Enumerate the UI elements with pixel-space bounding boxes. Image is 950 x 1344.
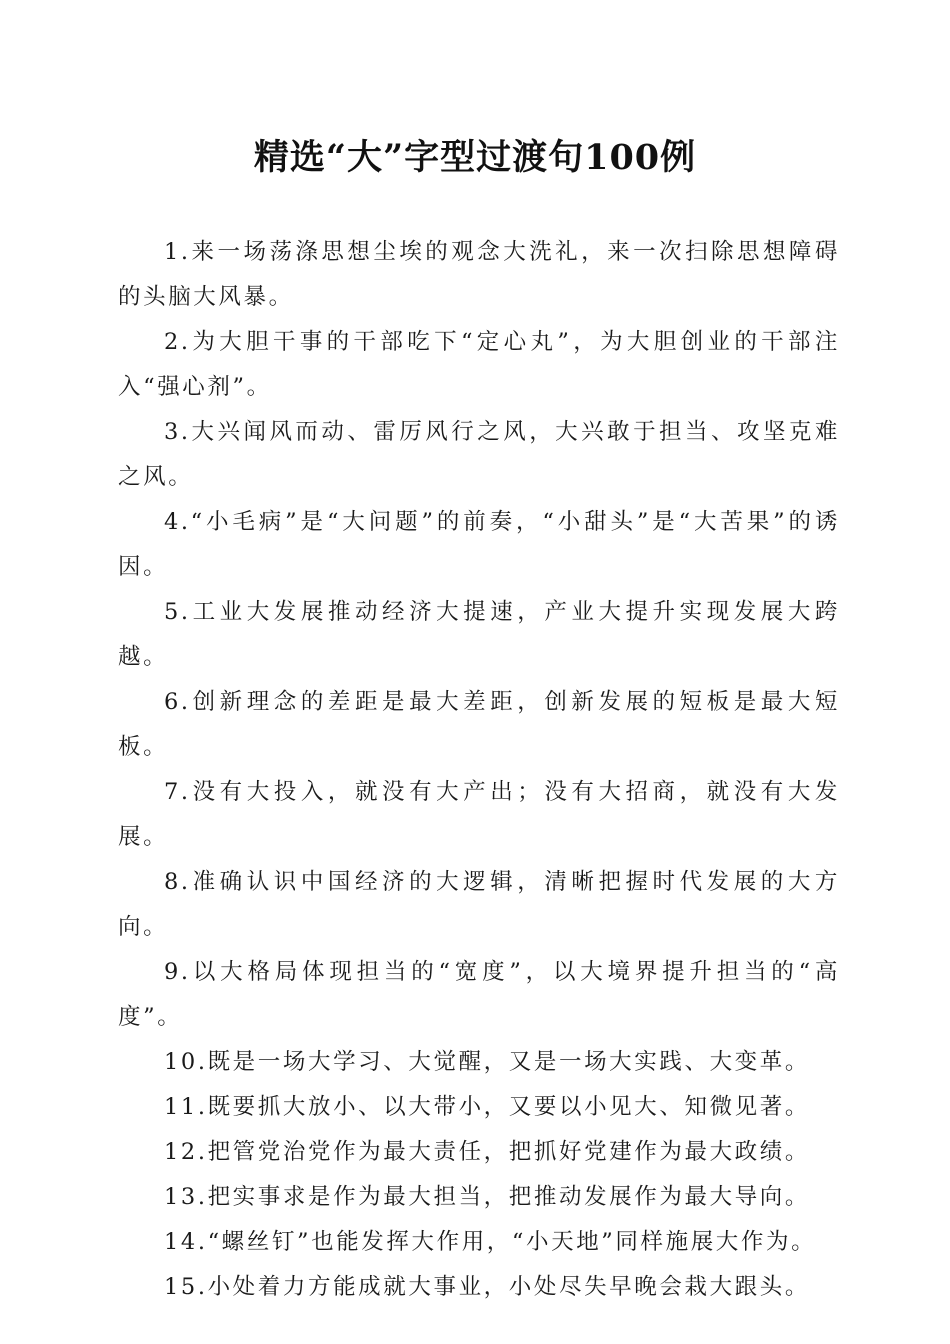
document-title: 精选“大”字型过渡句100例 [253,137,697,178]
list-item: 15.小处着力方能成就大事业，小处尽失早晚会栽大跟头。 [164,1274,810,1300]
list-item: 6.创新理念的差距是最大差距，创新发展的短板是最大短板。 [118,689,840,760]
list-item: 2.为大胆干事的干部吃下“定心丸”，为大胆创业的干部注入“强心剂”。 [118,329,840,400]
list-item: 3.大兴闻风而动、雷厉风行之风，大兴敢于担当、攻坚克难之风。 [118,419,840,490]
document-body [118,230,840,1310]
list-item: 9.以大格局体现担当的“宽度”，以大境界提升担当的“高度”。 [118,959,840,1030]
list-item: 14.“螺丝钉”也能发挥大作用，“小天地”同样施展大作为。 [164,1229,817,1255]
list-item: 1.来一场荡涤思想尘埃的观念大洗礼，来一次扫除思想障碍的头脑大风暴。 [118,239,840,310]
list-item: 4.“小毛病”是“大问题”的前奏，“小甜头”是“大苦果”的诱因。 [118,509,840,580]
list-item: 13.把实事求是作为最大担当，把推动发展作为最大导向。 [164,1184,810,1210]
list-item: 12.把管党治党作为最大责任，把抓好党建作为最大政绩。 [164,1139,810,1165]
list-item: 11.既要抓大放小、以大带小，又要以小见大、知微见著。 [164,1094,810,1120]
list-item: 7.没有大投入，就没有大产出；没有大招商，就没有大发展。 [118,779,840,850]
list-item: 8.准确认识中国经济的大逻辑，清晰把握时代发展的大方向。 [118,869,840,940]
list-item: 5.工业大发展推动经济大提速，产业大提升实现发展大跨越。 [118,599,840,670]
list-item: 10.既是一场大学习、大觉醒，又是一场大实践、大变革。 [164,1049,810,1075]
